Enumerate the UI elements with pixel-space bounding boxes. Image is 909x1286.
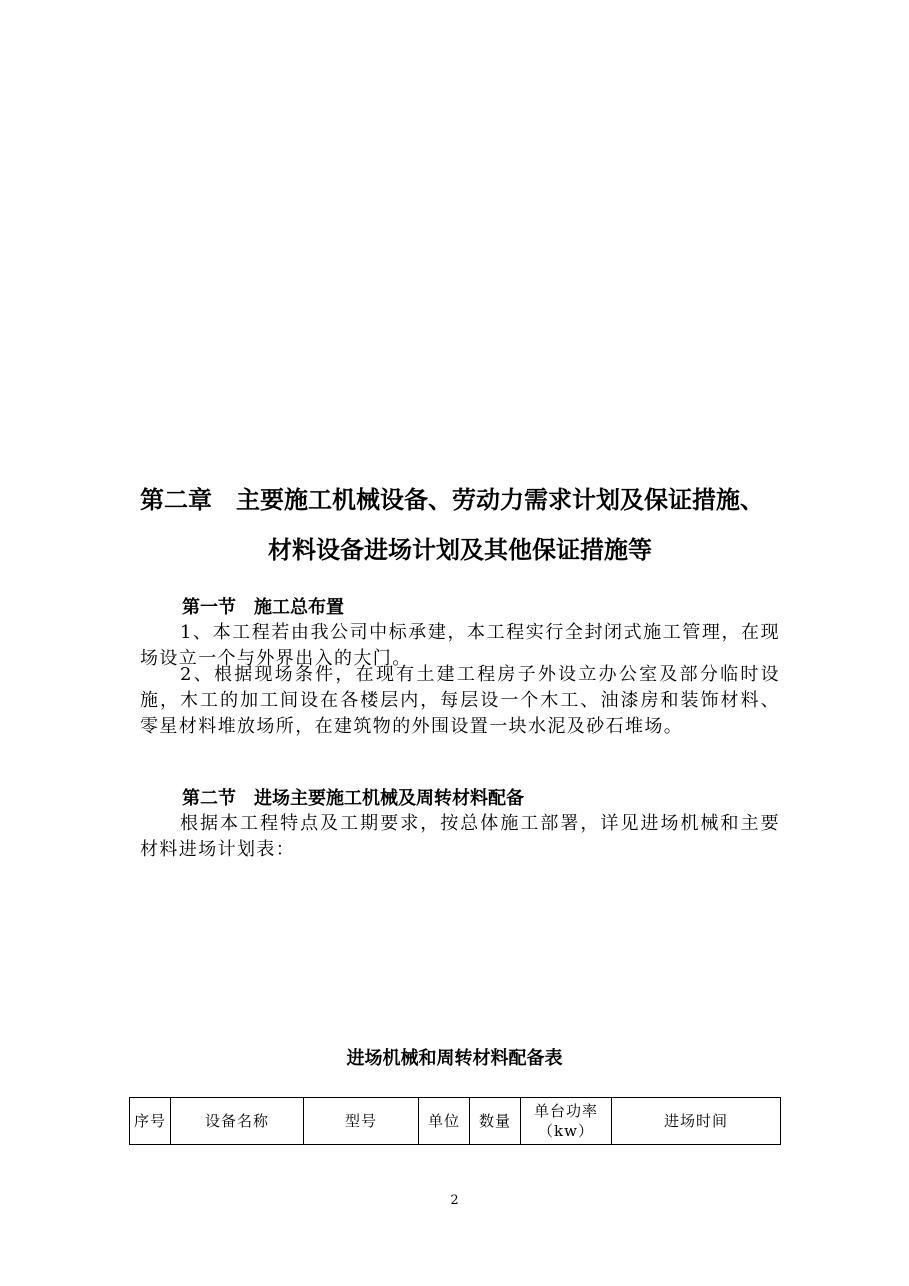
equipment-table <box>129 1097 781 1145</box>
section-2-paragraph-1: 根据本工程特点及工期要求，按总体施工部署，详见进场机械和主要材料进场计划表： <box>140 813 780 860</box>
table-header-row <box>130 1098 781 1145</box>
header-unit: 单位 <box>419 1098 470 1145</box>
header-unit-power: 单台功率（kw） <box>521 1098 612 1145</box>
chapter-title-line-1: 第二章 主要施工机械设备、劳动力需求计划及保证措施、 <box>140 486 764 514</box>
header-model: 型号 <box>304 1098 419 1145</box>
chapter-title-line-2: 材料设备进场计划及其他保证措施等 <box>268 536 652 564</box>
section-1-paragraph-1: 1、本工程若由我公司中标承建，本工程实行全封闭式施工管理，在现场设立一个与外界出入的大门。 <box>140 622 780 669</box>
page-number: 2 <box>450 1193 459 1208</box>
header-serial-number: 序号 <box>130 1098 171 1145</box>
header-arrival-time: 进场时间 <box>612 1098 781 1145</box>
section-1-paragraph-2: 2、根据现场条件，在现有土建工程房子外设立办公室及部分临时设施，木工的加工间设在各楼层内，每层设一个木工、油漆房和装饰材料、零星材料堆放场所，在建筑物的外围设置一块水泥及砂石堆场。 <box>140 664 780 737</box>
table-title: 进场机械和周转材料配备表 <box>346 1048 563 1069</box>
section-2-heading: 第二节 进场主要施工机械及周转材料配备 <box>182 788 524 809</box>
header-quantity: 数量 <box>470 1098 521 1145</box>
section-1-heading: 第一节 施工总布置 <box>182 597 344 618</box>
header-equipment-name: 设备名称 <box>171 1098 304 1145</box>
